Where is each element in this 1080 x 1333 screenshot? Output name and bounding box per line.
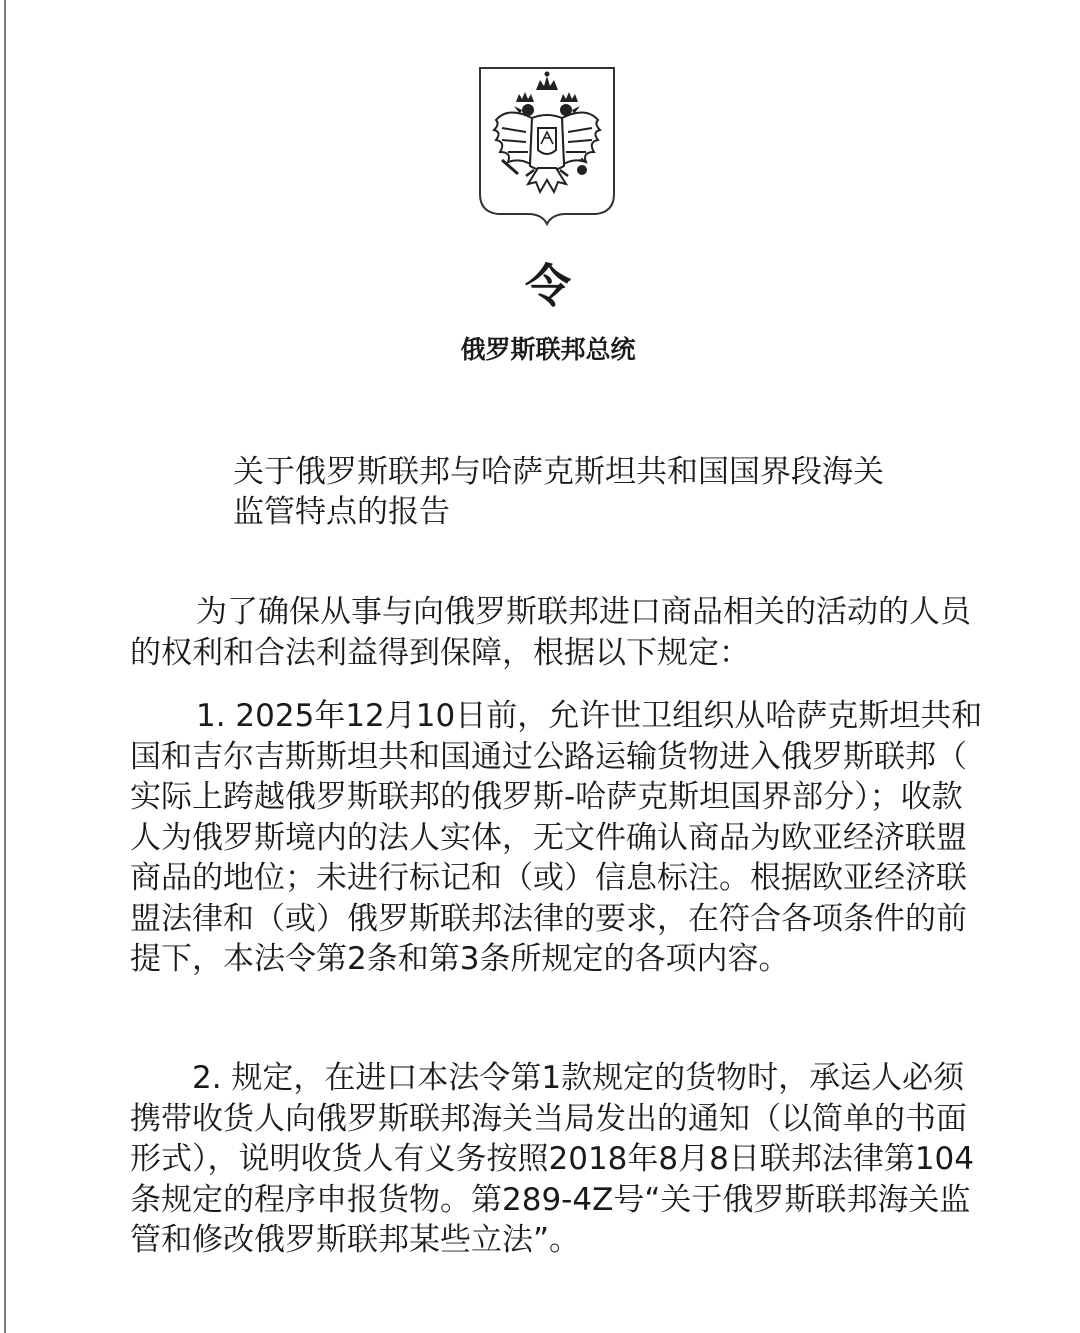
paragraph-line: 1. 2025年12月10日前，允许世卫组织从哈萨克斯坦共和 bbox=[196, 698, 983, 734]
document-type-heading: 令 bbox=[525, 259, 571, 313]
issuer-line: 俄罗斯联邦总统 bbox=[460, 335, 636, 364]
paragraph-line: 为了确保从事与向俄罗斯联邦进口商品相关的活动的人员 bbox=[196, 594, 971, 630]
title-line: 监管特点的报告 bbox=[233, 494, 450, 530]
paragraph-line: 国和吉尔吉斯斯坦共和国通过公路运输货物进入俄罗斯联邦（ bbox=[130, 738, 967, 775]
paragraph-line: 人为俄罗斯境内的法人实体，无文件确认商品为欧亚经济联盟 bbox=[130, 819, 967, 856]
page-edge-rule bbox=[4, 0, 6, 1333]
document-title bbox=[233, 452, 933, 532]
paragraph-line: 商品的地位；未进行标记和（或）信息标注。根据欧亚经济联 bbox=[130, 860, 967, 896]
paragraph-line: 形式），说明收货人有义务按照2018年8月8日联邦法律第104 bbox=[130, 1141, 975, 1177]
paragraph-line: 条规定的程序申报货物。第289-4Z号“关于俄罗斯联邦海关监 bbox=[130, 1181, 971, 1218]
coat-of-arms-icon bbox=[478, 66, 616, 226]
paragraph-line: 盟法律和（或）俄罗斯联邦法律的要求，在符合各项条件的前 bbox=[130, 900, 967, 937]
clause-2-paragraph bbox=[130, 1058, 980, 1261]
paragraph-line: 2. 规定，在进口本法令第1款规定的货物时，承运人必须 bbox=[192, 1060, 965, 1096]
paragraph-line: 的权利和合法利益得到保障，根据以下规定： bbox=[130, 634, 750, 671]
paragraph-line: 实际上跨越俄罗斯联邦的俄罗斯-哈萨克斯坦国界部分）；收款 bbox=[130, 779, 963, 815]
paragraph-line: 携带收货人向俄罗斯联邦海关当局发出的通知（以简单的书面 bbox=[130, 1100, 967, 1137]
intro-paragraph bbox=[130, 592, 980, 673]
paragraph-line: 提下，本法令第2条和第3条所规定的各项内容。 bbox=[130, 941, 790, 977]
paragraph-line: 管和修改俄罗斯联邦某些立法”。 bbox=[130, 1222, 581, 1258]
clause-1-paragraph bbox=[130, 696, 983, 980]
title-line: 关于俄罗斯联邦与哈萨克斯坦共和国国界段海关 bbox=[233, 454, 884, 490]
